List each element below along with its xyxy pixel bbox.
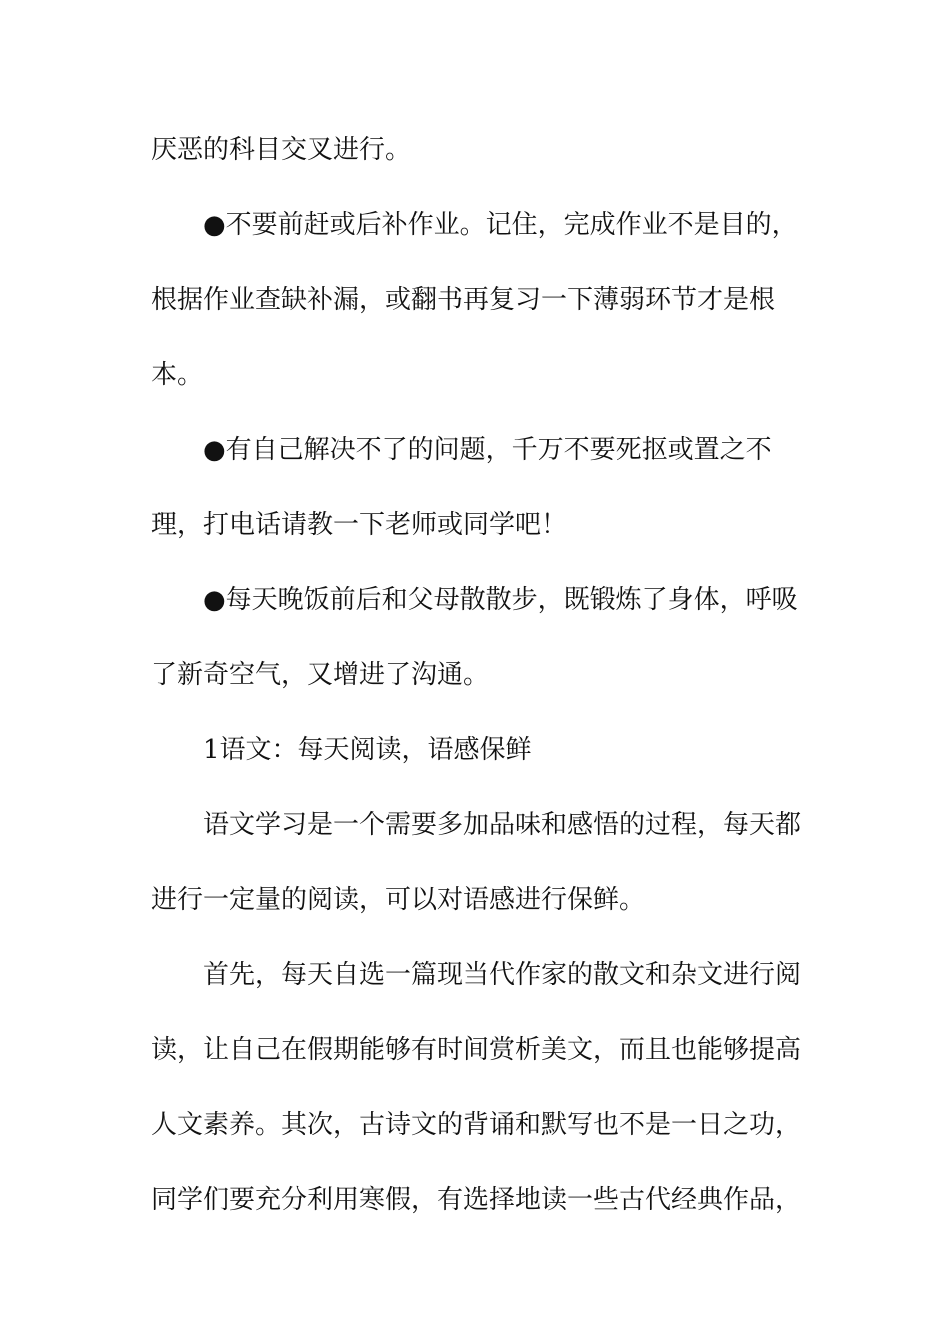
section-heading: 1语文：每天阅读，语感保鲜 bbox=[203, 735, 532, 765]
text-line: 同学们要充分利用寒假，有选择地读一些古代经典作品， bbox=[151, 1185, 802, 1215]
bullet-paragraph-line: ●不要前赶或后补作业。记住，完成作业不是目的， bbox=[203, 210, 798, 240]
text-line: 厌恶的科目交叉进行。 bbox=[151, 135, 412, 165]
bullet-paragraph-line: ●有自己解决不了的问题，千万不要死抠或置之不 bbox=[203, 435, 772, 465]
text-line: 读，让自己在假期能够有时间赏析美文，而且也能够提高 bbox=[151, 1035, 802, 1065]
text-line: 人文素养。其次，古诗文的背诵和默写也不是一日之功， bbox=[151, 1110, 802, 1140]
text-line: 理，打电话请教一下老师或同学吧！ bbox=[151, 510, 568, 540]
bullet-paragraph-line: ●每天晚饭前后和父母散散步，既锻炼了身体，呼吸 bbox=[203, 585, 798, 615]
paragraph-first-line: 首先，每天自选一篇现当代作家的散文和杂文进行阅 bbox=[203, 960, 802, 990]
text-line: 本。 bbox=[151, 360, 204, 390]
text-line: 了新奇空气，又增进了沟通。 bbox=[151, 660, 490, 690]
paragraph-first-line: 语文学习是一个需要多加品味和感悟的过程，每天都 bbox=[203, 810, 802, 840]
text-line: 根据作业查缺补漏，或翻书再复习一下薄弱环节才是根 bbox=[151, 285, 776, 315]
text-line: 进行一定量的阅读，可以对语感进行保鲜。 bbox=[151, 885, 646, 915]
